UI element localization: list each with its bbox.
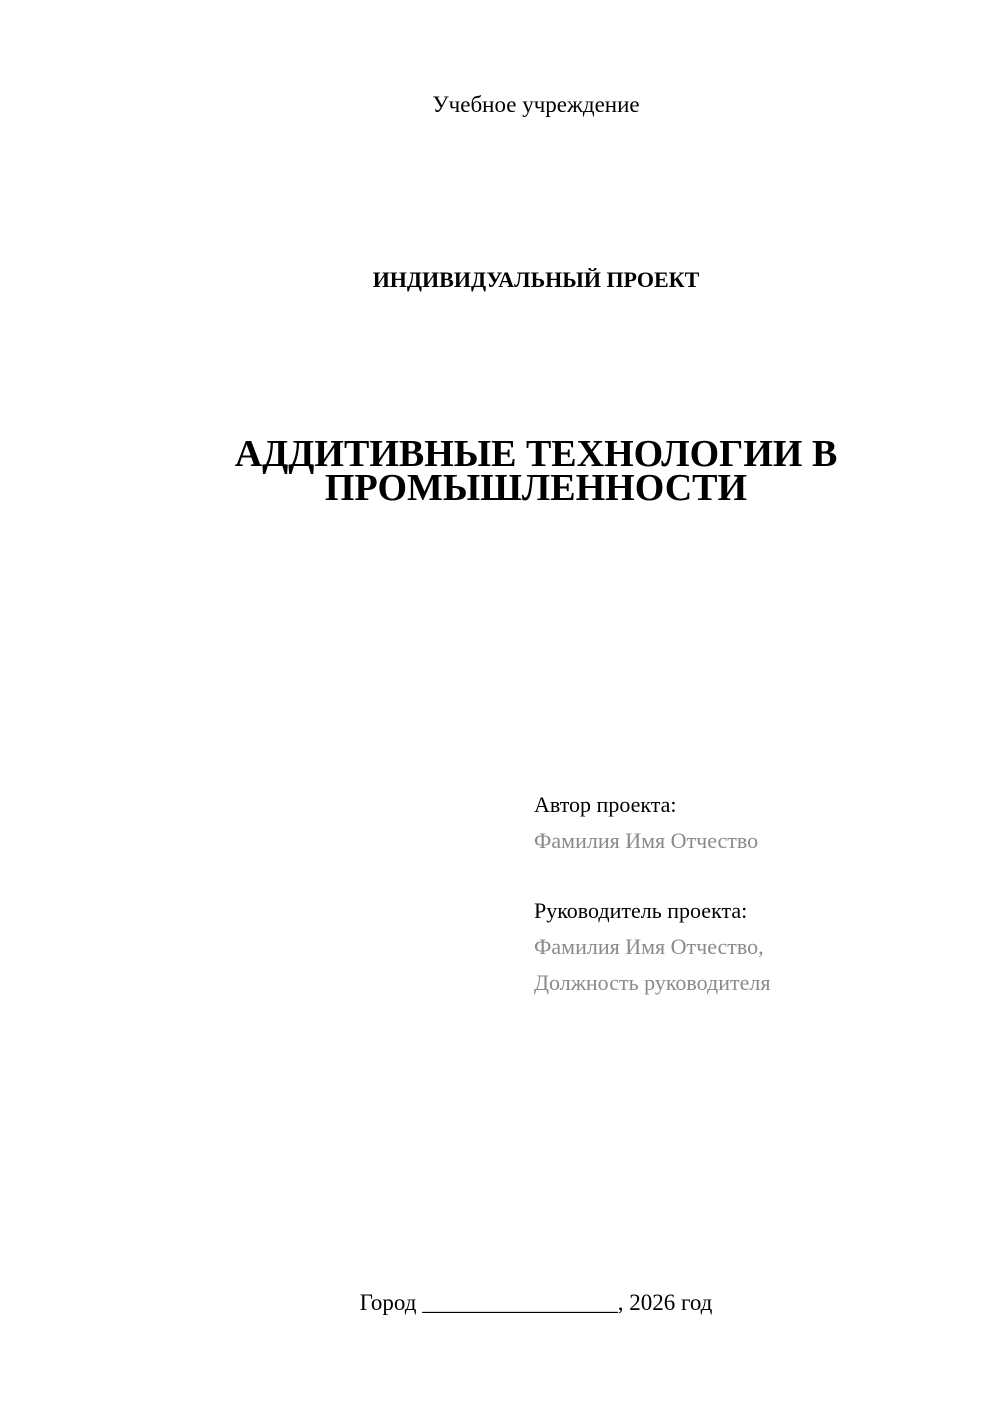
supervisor-label: Руководитель проекта: <box>534 898 748 923</box>
project-title-line-1: АДДИТИВНЫЕ ТЕХНОЛОГИИ В <box>234 433 838 475</box>
project-title-line-2: ПРОМЫШЛЕННОСТИ <box>324 467 748 509</box>
supervisor-block <box>534 893 770 1001</box>
supervisor-position-placeholder: Должность руководителя <box>534 970 771 995</box>
supervisor-name-placeholder: Фамилия Имя Отчество, <box>534 934 764 959</box>
author-block <box>534 787 758 859</box>
project-type-heading: ИНДИВИДУАЛЬНЫЙ ПРОЕКТ <box>372 267 700 292</box>
institution-name: Учебное учреждение <box>432 92 640 117</box>
project-title <box>0 433 1000 509</box>
city-year-line: Город _________________, 2026 год <box>359 1290 713 1315</box>
author-label: Автор проекта: <box>534 792 677 817</box>
author-name-placeholder: Фамилия Имя Отчество <box>534 828 759 853</box>
